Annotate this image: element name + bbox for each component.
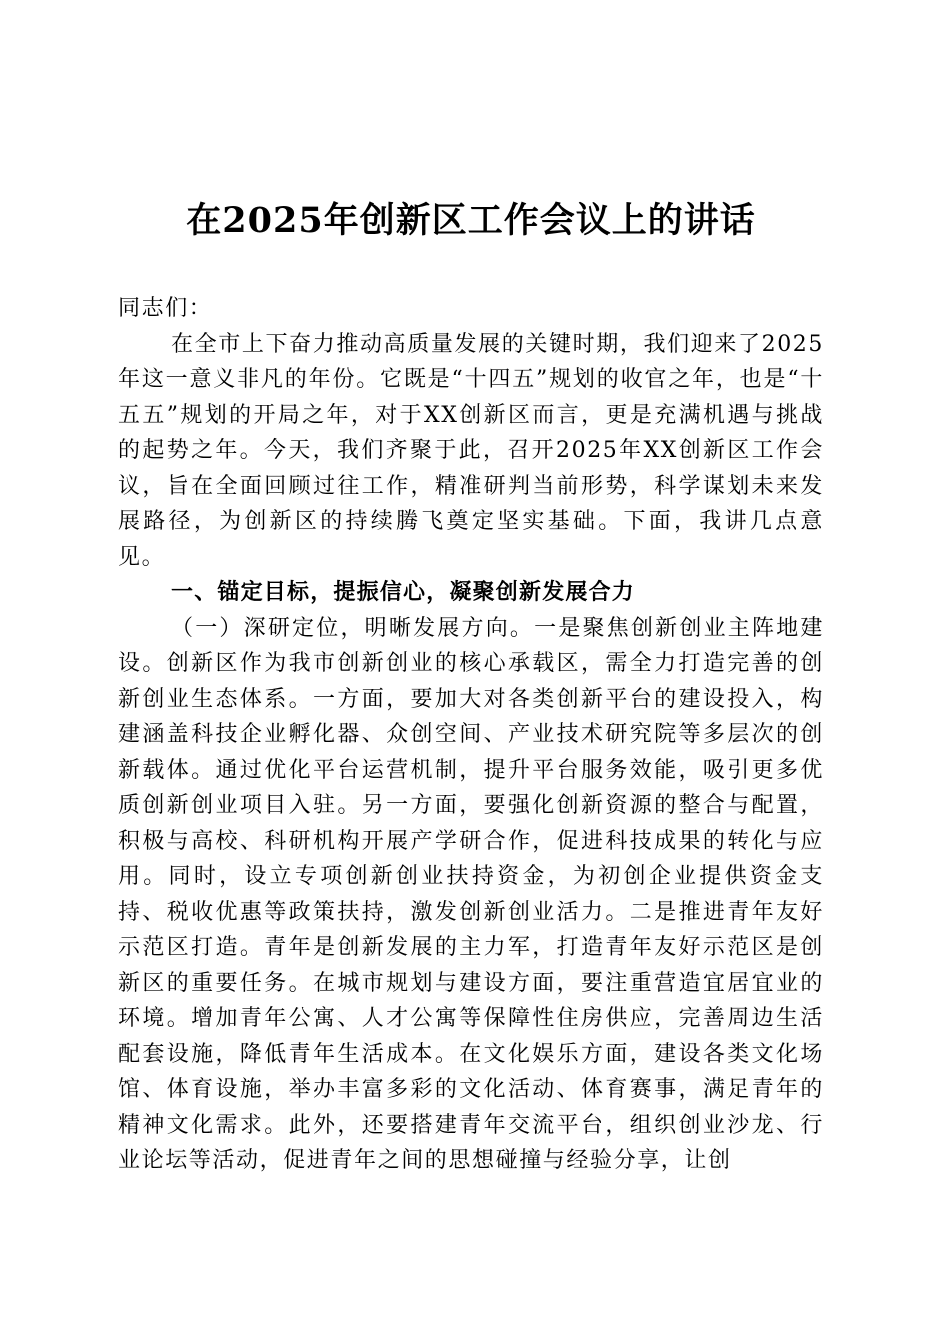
intro-paragraph: 在全市上下奋力推动高质量发展的关键时期，我们迎来了2025年这一意义非凡的年份。它既是“十四五”规划的收官之年，也是“十五五”规划的开局之年，对于XX创新区而言，更是充满机遇与挑战的起势之年。今天，我们齐聚于此，召开2025年XX创新区工作会议，旨在全面回顾过往工作，精准研判当前形势，科学谋划未来发展路径，为创新区的持续腾飞奠定坚实基础。下面，我讲几点意见。 [118,331,824,570]
section-heading: 一、锚定目标，提振信心，凝聚创新发展合力 [171,580,636,605]
section-paragraph: （一）深研定位，明晰发展方向。一是聚焦创新创业主阵地建设。创新区作为我市创新创业的核心承载区，需全力打造完善的创新创业生态体系。一方面，要加大对各类创新平台的建设投入，构建涵盖科技企业孵化器、众创空间、产业技术研究院等多层次的创新载体。通过优化平台运营机制，提升平台服务效能，吸引更多优质创新创业项目入驻。另一方面，要强化创新资源的整合与配置，积极与高校、科研机构开展产学研合作，促进科技成果的转化与应用。同时，设立专项创新创业扶持资金，为初创企业提供资金支持、税收优惠等政策扶持，激发创新创业活力。二是推进青年友好示范区打造。青年是创新发展的主力军，打造青年友好示范区是创新区的重要任务。在城市规划与建设方面，要注重营造宜居宜业的环境。增加青年公寓、人才公寓等保障性住房供应，完善周边生活配套设施，降低青年生活成本。在文化娱乐方面，建设各类文化场馆、体育设施，举办丰富多彩的文化活动、体育赛事，满足青年的精神文化需求。此外，还要搭建青年交流平台，组织创业沙龙、行业论坛等活动，促进青年之间的思想碰撞与经验分享，让创 [118,615,824,1173]
document-title: 在2025年创新区工作会议上的讲话 [186,200,756,241]
salutation: 同志们： [118,296,213,321]
document-body [118,291,824,1179]
